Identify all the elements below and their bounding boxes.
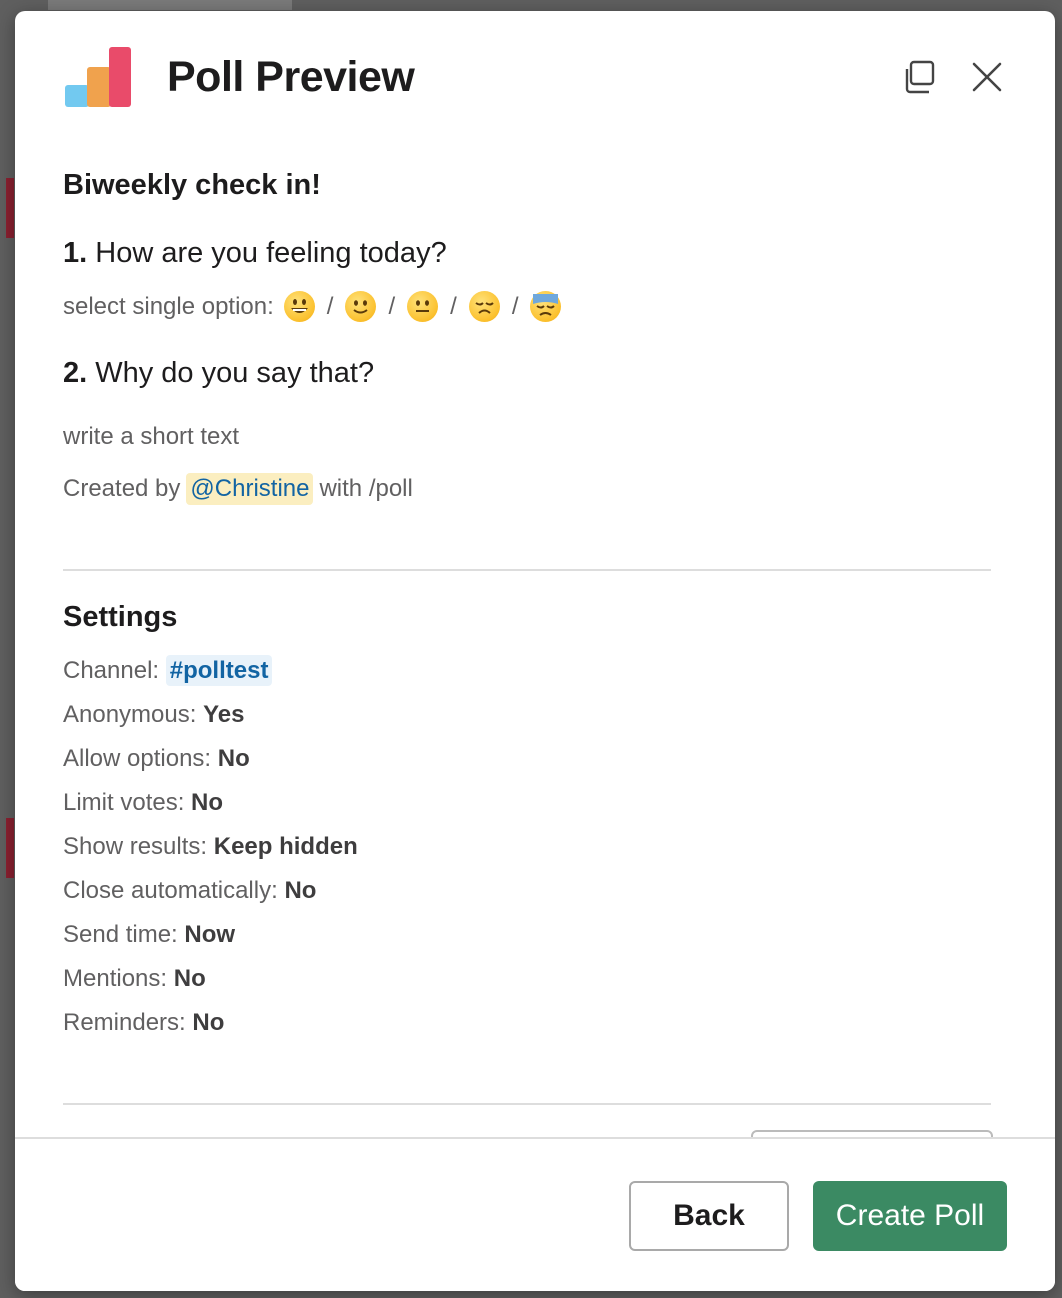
option-separator: / xyxy=(326,292,334,320)
neutral-face-icon xyxy=(407,291,438,322)
setting-value: No xyxy=(191,789,224,816)
background-app-accent xyxy=(6,818,14,878)
poll-title: Biweekly check in! xyxy=(63,169,321,201)
settings-title: Settings xyxy=(63,601,178,633)
divider xyxy=(63,1103,991,1105)
question-2 xyxy=(63,357,374,390)
poll-preview-modal xyxy=(15,11,1055,1291)
setting-value: No xyxy=(192,1009,225,1036)
setting-label: Reminders: xyxy=(63,1009,186,1036)
created-by-prefix: Created by xyxy=(63,475,181,502)
setting-label: Allow options: xyxy=(63,745,212,772)
created-by-line xyxy=(63,473,413,505)
created-by-suffix: with /poll xyxy=(319,475,413,502)
setting-value: No xyxy=(217,745,250,772)
copy-button[interactable] xyxy=(899,59,939,99)
close-button[interactable] xyxy=(967,59,1007,99)
back-button[interactable]: Back xyxy=(629,1181,789,1251)
channel-link[interactable]: #polltest xyxy=(166,655,273,686)
setting-value: Keep hidden xyxy=(213,833,358,860)
create-poll-button[interactable]: Create Poll xyxy=(813,1181,1007,1251)
modal-footer xyxy=(15,1137,1055,1291)
setting-limit-votes xyxy=(63,789,223,817)
setting-label: Limit votes: xyxy=(63,789,185,816)
poll-app-logo-icon xyxy=(65,47,133,109)
setting-label: Anonymous: xyxy=(63,701,197,728)
modal-body[interactable] xyxy=(63,151,993,1141)
setting-close-automatically xyxy=(63,877,316,905)
setting-label: Close automatically: xyxy=(63,877,278,904)
copy-icon xyxy=(901,59,937,100)
setting-value: No xyxy=(284,877,317,904)
question-number: 1. xyxy=(63,237,88,269)
question-number: 2. xyxy=(63,357,88,389)
creator-mention[interactable]: @Christine xyxy=(186,473,313,505)
question-hint: select single option: xyxy=(63,292,274,320)
question-text: How are you feeling today? xyxy=(95,237,447,269)
option-separator: / xyxy=(450,292,457,320)
setting-reminders xyxy=(63,1009,224,1037)
setting-mentions xyxy=(63,965,206,993)
question-text: Why do you say that? xyxy=(95,357,375,389)
setting-send-time xyxy=(63,921,235,949)
question-2-hint: write a short text xyxy=(63,423,240,450)
setting-label: Mentions: xyxy=(63,965,168,992)
divider xyxy=(63,569,991,571)
slightly-smiling-face-icon xyxy=(345,291,376,322)
question-1-options xyxy=(63,291,563,322)
setting-allow-options xyxy=(63,745,250,773)
modal-header xyxy=(15,11,1055,151)
option-separator: / xyxy=(511,292,519,320)
downcast-sweat-face-icon xyxy=(530,291,561,322)
setting-anonymous xyxy=(63,701,244,729)
setting-value: No xyxy=(173,965,206,992)
setting-label: Channel: xyxy=(63,657,160,684)
modal-title: Poll Preview xyxy=(167,53,415,101)
close-icon xyxy=(971,61,1003,98)
setting-channel xyxy=(63,657,272,685)
setting-value: Now xyxy=(184,921,236,948)
setting-label: Show results: xyxy=(63,833,208,860)
grinning-face-icon xyxy=(284,291,315,322)
background-app-accent xyxy=(6,178,14,238)
disappointed-face-icon xyxy=(469,291,500,322)
background-app-panel xyxy=(48,0,292,10)
setting-show-results xyxy=(63,833,358,861)
question-1 xyxy=(63,237,447,270)
setting-label: Send time: xyxy=(63,921,178,948)
option-separator: / xyxy=(388,292,396,320)
setting-value: Yes xyxy=(203,701,245,728)
